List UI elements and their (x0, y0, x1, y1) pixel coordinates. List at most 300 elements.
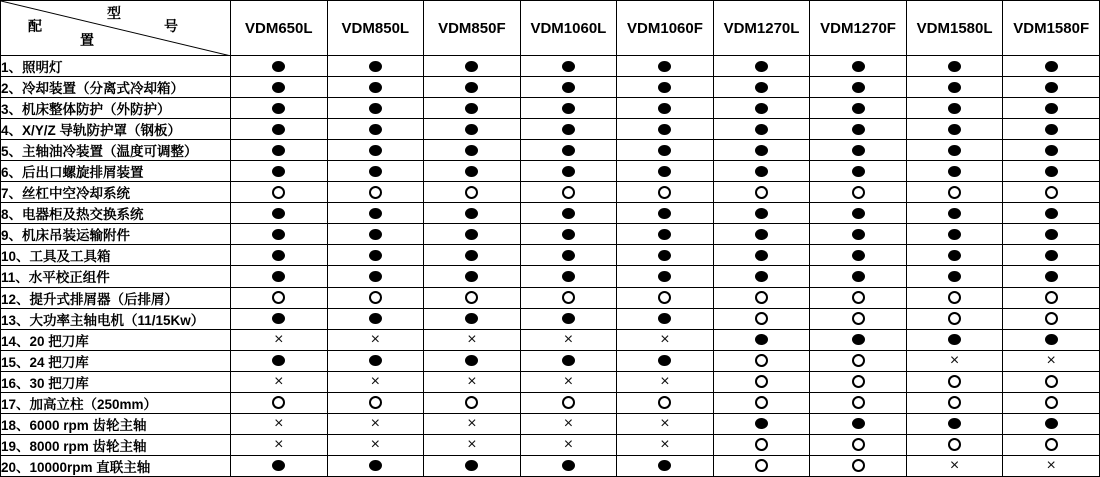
open-circle-symbol (465, 291, 478, 304)
config-cell (713, 434, 810, 455)
column-header-vdm650l: VDM650L (231, 1, 328, 56)
config-cell (231, 455, 328, 476)
row-label: 15、24 把刀库 (1, 350, 231, 371)
open-circle-symbol (755, 459, 768, 472)
filled-circle-symbol (465, 460, 478, 471)
config-cell (231, 329, 328, 350)
filled-circle-symbol (369, 145, 382, 156)
filled-circle-symbol (658, 460, 671, 471)
open-circle-symbol (852, 186, 865, 199)
filled-circle-symbol (852, 271, 865, 282)
config-cell (906, 119, 1003, 140)
filled-circle-symbol (1045, 124, 1058, 135)
config-cell (327, 182, 424, 203)
column-header-vdm1060f: VDM1060F (617, 1, 714, 56)
config-cell (810, 329, 907, 350)
table-row (1, 455, 1100, 476)
open-circle-symbol (1045, 186, 1058, 199)
filled-circle-symbol (272, 229, 285, 240)
config-cell (617, 308, 714, 329)
config-cell (424, 77, 521, 98)
config-cell (520, 119, 617, 140)
cross-symbol: × (660, 435, 670, 453)
filled-circle-symbol (755, 124, 768, 135)
filled-circle-symbol (852, 250, 865, 261)
config-cell (617, 455, 714, 476)
column-header-vdm1060l: VDM1060L (520, 1, 617, 56)
config-cell (1003, 77, 1100, 98)
filled-circle-symbol (658, 103, 671, 114)
config-cell (327, 119, 424, 140)
config-cell (617, 266, 714, 287)
filled-circle-symbol (1045, 61, 1058, 72)
filled-circle-symbol (658, 313, 671, 324)
cross-symbol: × (563, 330, 574, 348)
row-label: 6、后出口螺旋排屑装置 (1, 161, 231, 182)
table-row (1, 161, 1100, 182)
config-cell (810, 161, 907, 182)
config-cell (424, 245, 521, 266)
config-cell (906, 329, 1003, 350)
config-cell (713, 98, 810, 119)
open-circle-symbol (658, 396, 671, 409)
filled-circle-symbol (1045, 250, 1058, 261)
config-cell (520, 161, 617, 182)
filled-circle-symbol (465, 271, 478, 282)
filled-circle-symbol (658, 145, 671, 156)
config-cell (810, 350, 907, 371)
filled-circle-symbol (948, 145, 961, 156)
cross-symbol: × (370, 372, 380, 390)
filled-circle-symbol (465, 355, 478, 366)
filled-circle-symbol (948, 418, 961, 429)
config-cell (327, 287, 424, 308)
cross-symbol: × (467, 435, 477, 453)
open-circle-symbol (852, 354, 865, 367)
filled-circle-symbol (658, 166, 671, 177)
config-cell (327, 434, 424, 455)
filled-circle-symbol (658, 82, 671, 93)
filled-circle-symbol (1045, 271, 1058, 282)
config-cell (810, 140, 907, 161)
filled-circle-symbol (272, 166, 285, 177)
config-cell (424, 224, 521, 245)
config-cell (327, 245, 424, 266)
config-cell (617, 140, 714, 161)
cross-symbol: × (563, 435, 574, 453)
config-cell (424, 329, 521, 350)
filled-circle-symbol (465, 208, 478, 219)
filled-circle-symbol (465, 166, 478, 177)
config-cell (617, 371, 714, 392)
filled-circle-symbol (755, 166, 768, 177)
config-cell (327, 98, 424, 119)
config-cell (906, 287, 1003, 308)
open-circle-symbol (755, 375, 768, 388)
open-circle-symbol (755, 186, 768, 199)
filled-circle-symbol (852, 145, 865, 156)
filled-circle-symbol (465, 313, 478, 324)
filled-circle-symbol (369, 166, 382, 177)
filled-circle-symbol (852, 61, 865, 72)
filled-circle-symbol (272, 355, 285, 366)
filled-circle-symbol (948, 124, 961, 135)
config-cell (810, 224, 907, 245)
row-label: 13、大功率主轴电机（11/15Kw） (1, 308, 231, 329)
open-circle-symbol (658, 291, 671, 304)
config-cell (520, 245, 617, 266)
config-cell (810, 77, 907, 98)
config-cell (231, 287, 328, 308)
open-circle-symbol (755, 438, 768, 451)
config-cell (906, 350, 1003, 371)
config-cell (906, 182, 1003, 203)
config-cell (424, 161, 521, 182)
column-header-vdm850l: VDM850L (327, 1, 424, 56)
column-header-vdm1270f: VDM1270F (810, 1, 907, 56)
config-cell (713, 140, 810, 161)
open-circle-symbol (852, 291, 865, 304)
config-cell (617, 98, 714, 119)
row-label: 4、X/Y/Z 导轨防护罩（钢板） (1, 119, 231, 140)
config-cell (810, 371, 907, 392)
config-cell (520, 182, 617, 203)
filled-circle-symbol (562, 145, 575, 156)
table-row (1, 266, 1100, 287)
row-label: 11、水平校正组件 (1, 266, 231, 287)
filled-circle-symbol (562, 460, 575, 471)
open-circle-symbol (272, 396, 285, 409)
filled-circle-symbol (755, 145, 768, 156)
filled-circle-symbol (1045, 418, 1058, 429)
config-cell (327, 371, 424, 392)
table-row (1, 434, 1100, 455)
filled-circle-symbol (369, 61, 382, 72)
cross-symbol: × (563, 414, 574, 432)
header-row (1, 1, 1100, 56)
open-circle-symbol (272, 291, 285, 304)
config-cell (327, 350, 424, 371)
config-cell (520, 350, 617, 371)
config-cell (424, 371, 521, 392)
open-circle-symbol (465, 396, 478, 409)
filled-circle-symbol (948, 61, 961, 72)
row-label: 7、丝杠中空冷却系统 (1, 182, 231, 203)
config-cell (713, 119, 810, 140)
config-cell (520, 308, 617, 329)
config-cell (424, 392, 521, 413)
config-cell (520, 98, 617, 119)
filled-circle-symbol (658, 271, 671, 282)
filled-circle-symbol (369, 208, 382, 219)
config-cell (713, 224, 810, 245)
table-row (1, 98, 1100, 119)
filled-circle-symbol (465, 250, 478, 261)
filled-circle-symbol (948, 103, 961, 114)
table-row (1, 56, 1100, 77)
cross-symbol: × (467, 414, 477, 432)
config-cell (713, 182, 810, 203)
cross-symbol: × (370, 414, 380, 432)
config-cell (713, 161, 810, 182)
config-cell (231, 266, 328, 287)
config-cell (520, 434, 617, 455)
cross-symbol: × (949, 456, 960, 474)
open-circle-symbol (562, 186, 575, 199)
cross-symbol: × (370, 330, 380, 348)
config-cell (1003, 308, 1100, 329)
filled-circle-symbol (948, 208, 961, 219)
row-label: 17、加高立柱（250mm） (1, 392, 231, 413)
config-cell (1003, 224, 1100, 245)
filled-circle-symbol (755, 334, 768, 345)
filled-circle-symbol (562, 166, 575, 177)
config-cell (520, 77, 617, 98)
filled-circle-symbol (272, 208, 285, 219)
config-cell (231, 98, 328, 119)
filled-circle-symbol (755, 103, 768, 114)
config-cell (231, 245, 328, 266)
config-cell (424, 56, 521, 77)
filled-circle-symbol (755, 61, 768, 72)
open-circle-symbol (948, 375, 961, 388)
filled-circle-symbol (948, 271, 961, 282)
config-cell (617, 182, 714, 203)
cross-symbol: × (370, 435, 380, 453)
config-cell (424, 455, 521, 476)
config-cell (327, 308, 424, 329)
filled-circle-symbol (852, 124, 865, 135)
config-cell (520, 455, 617, 476)
config-cell (1003, 98, 1100, 119)
config-cell (1003, 140, 1100, 161)
filled-circle-symbol (658, 229, 671, 240)
config-cell (1003, 455, 1100, 476)
table-row (1, 329, 1100, 350)
config-cell (810, 98, 907, 119)
config-cell (424, 266, 521, 287)
filled-circle-symbol (465, 61, 478, 72)
config-cell (520, 56, 617, 77)
filled-circle-symbol (562, 313, 575, 324)
filled-circle-symbol (272, 271, 285, 282)
filled-circle-symbol (948, 250, 961, 261)
config-cell (424, 182, 521, 203)
open-circle-symbol (369, 186, 382, 199)
config-cell (1003, 203, 1100, 224)
filled-circle-symbol (948, 229, 961, 240)
filled-circle-symbol (465, 229, 478, 240)
open-circle-symbol (1045, 396, 1058, 409)
table-row (1, 140, 1100, 161)
config-cell (327, 203, 424, 224)
column-header-vdm1270l: VDM1270L (713, 1, 810, 56)
filled-circle-symbol (852, 166, 865, 177)
filled-circle-symbol (272, 460, 285, 471)
filled-circle-symbol (658, 124, 671, 135)
config-cell (617, 392, 714, 413)
corner-model-label-char2: 号 (164, 18, 178, 34)
config-cell (1003, 266, 1100, 287)
config-cell (424, 140, 521, 161)
config-cell (231, 413, 328, 434)
open-circle-symbol (465, 186, 478, 199)
config-cell (617, 119, 714, 140)
config-cell (1003, 245, 1100, 266)
filled-circle-symbol (562, 250, 575, 261)
config-cell (231, 434, 328, 455)
filled-circle-symbol (755, 250, 768, 261)
filled-circle-symbol (272, 82, 285, 93)
config-cell (906, 245, 1003, 266)
config-cell (327, 224, 424, 245)
config-cell (231, 350, 328, 371)
table-row (1, 77, 1100, 98)
config-cell (810, 434, 907, 455)
filled-circle-symbol (369, 271, 382, 282)
filled-circle-symbol (852, 82, 865, 93)
open-circle-symbol (1045, 375, 1058, 388)
config-cell (1003, 287, 1100, 308)
config-cell (231, 224, 328, 245)
row-label: 14、20 把刀库 (1, 329, 231, 350)
filled-circle-symbol (562, 355, 575, 366)
config-cell (327, 56, 424, 77)
config-cell (1003, 350, 1100, 371)
filled-circle-symbol (465, 124, 478, 135)
cross-symbol: × (660, 330, 670, 348)
cross-symbol: × (563, 372, 574, 390)
config-cell (617, 224, 714, 245)
open-circle-symbol (948, 438, 961, 451)
config-cell (713, 392, 810, 413)
config-cell (424, 203, 521, 224)
config-cell (231, 119, 328, 140)
filled-circle-symbol (948, 82, 961, 93)
config-cell (617, 245, 714, 266)
config-cell (617, 350, 714, 371)
table-row (1, 224, 1100, 245)
open-circle-symbol (852, 459, 865, 472)
open-circle-symbol (562, 291, 575, 304)
config-cell (1003, 119, 1100, 140)
config-cell (231, 161, 328, 182)
table-body (1, 56, 1100, 477)
filled-circle-symbol (562, 271, 575, 282)
config-cell (231, 56, 328, 77)
row-label: 3、机床整体防护（外防护） (1, 98, 231, 119)
table-row (1, 392, 1100, 413)
filled-circle-symbol (369, 313, 382, 324)
config-cell (231, 371, 328, 392)
column-header-vdm1580l: VDM1580L (906, 1, 1003, 56)
config-cell (231, 140, 328, 161)
cross-symbol: × (467, 330, 477, 348)
filled-circle-symbol (1045, 82, 1058, 93)
filled-circle-symbol (852, 418, 865, 429)
config-cell (327, 329, 424, 350)
cross-symbol: × (1046, 456, 1056, 474)
filled-circle-symbol (755, 82, 768, 93)
config-cell (424, 350, 521, 371)
open-circle-symbol (948, 396, 961, 409)
table-row (1, 203, 1100, 224)
config-cell (327, 413, 424, 434)
config-cell (231, 203, 328, 224)
filled-circle-symbol (852, 208, 865, 219)
filled-circle-symbol (272, 103, 285, 114)
open-circle-symbol (658, 186, 671, 199)
row-label: 9、机床吊装运输附件 (1, 224, 231, 245)
filled-circle-symbol (658, 61, 671, 72)
config-cell (906, 392, 1003, 413)
filled-circle-symbol (1045, 145, 1058, 156)
cross-symbol: × (660, 372, 670, 390)
filled-circle-symbol (369, 103, 382, 114)
config-cell (520, 266, 617, 287)
row-label: 12、提升式排屑器（后排屑） (1, 287, 231, 308)
column-header-vdm1580f: VDM1580F (1003, 1, 1100, 56)
config-cell (713, 308, 810, 329)
config-cell (713, 329, 810, 350)
open-circle-symbol (755, 291, 768, 304)
table-row (1, 245, 1100, 266)
row-label: 10、工具及工具箱 (1, 245, 231, 266)
open-circle-symbol (1045, 312, 1058, 325)
config-cell (520, 224, 617, 245)
config-cell (617, 77, 714, 98)
config-cell (231, 182, 328, 203)
corner-model-label-char1: 型 (107, 5, 121, 21)
config-cell (906, 413, 1003, 434)
filled-circle-symbol (272, 250, 285, 261)
config-cell (810, 56, 907, 77)
config-cell (617, 329, 714, 350)
filled-circle-symbol (562, 208, 575, 219)
config-cell (810, 119, 907, 140)
config-cell (810, 245, 907, 266)
row-label: 5、主轴油冷装置（温度可调整） (1, 140, 231, 161)
filled-circle-symbol (369, 124, 382, 135)
config-cell (520, 413, 617, 434)
filled-circle-symbol (852, 334, 865, 345)
open-circle-symbol (755, 312, 768, 325)
open-circle-symbol (755, 396, 768, 409)
cross-symbol: × (467, 372, 477, 390)
config-cell (617, 434, 714, 455)
column-header-vdm850f: VDM850F (424, 1, 521, 56)
row-label: 8、电器柜及热交换系统 (1, 203, 231, 224)
open-circle-symbol (948, 186, 961, 199)
config-cell (617, 56, 714, 77)
config-cell (617, 161, 714, 182)
config-cell (1003, 371, 1100, 392)
config-cell (424, 98, 521, 119)
filled-circle-symbol (755, 271, 768, 282)
config-cell (713, 266, 810, 287)
config-cell (424, 413, 521, 434)
config-cell (424, 308, 521, 329)
table-row (1, 182, 1100, 203)
table-row (1, 350, 1100, 371)
row-label: 18、6000 rpm 齿轮主轴 (1, 413, 231, 434)
config-cell (713, 77, 810, 98)
config-cell (424, 434, 521, 455)
cross-symbol: × (274, 414, 284, 432)
cross-symbol: × (1046, 351, 1056, 369)
config-cell (617, 203, 714, 224)
row-label: 19、8000 rpm 齿轮主轴 (1, 434, 231, 455)
